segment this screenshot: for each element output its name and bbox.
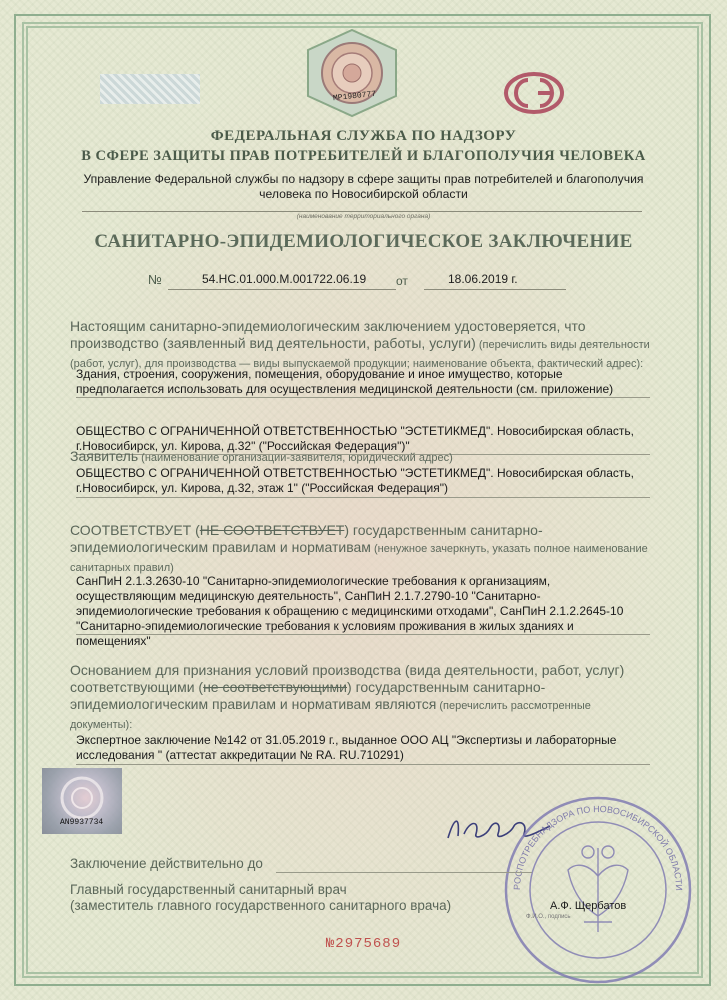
section-production — [70, 318, 656, 373]
signer-caption: Ф.И.О., подпись — [526, 914, 571, 920]
territorial-caption: (наименование территориального органа) — [296, 213, 431, 220]
basis-hint: (перечислить рассмотренные документы): — [70, 700, 591, 731]
territorial-body — [80, 172, 647, 202]
rule — [76, 397, 650, 398]
document-title: САНИТАРНО-ЭПИДЕМИОЛОГИЧЕСКОЕ ЗАКЛЮЧЕНИЕ — [94, 231, 633, 252]
agency-name-line2: В СФЕРЕ ЗАЩИТЫ ПРАВ ПОТРЕБИТЕЛЕЙ И БЛАГОПОЛУЧИЯ ЧЕЛОВЕКА — [81, 148, 646, 164]
valid-until-underline — [276, 872, 532, 873]
applicant-label: Заявитель — [70, 448, 139, 464]
conformity-word: СООТВЕТСТВУЕТ — [70, 522, 192, 538]
stamp-ring-text: РОСПОТРЕБНАДЗОРА ПО НОВОСИБИРСКОЙ ОБЛАСТИ — [511, 803, 685, 891]
basis-lead: Основанием для признания условий производства (вида деятельности, работ, услуг) соответствующими ( — [70, 662, 625, 695]
certificate-number: 54.НС.01.000.М.001722.06.19 — [202, 272, 367, 286]
applicant-hint: (наименование организации-заявителя, юридический адрес) — [138, 452, 453, 464]
basis-struck: не соответствующими — [203, 679, 348, 695]
signer-name: А.Ф. Щербатов — [550, 900, 627, 912]
territorial-line1: Управление Федеральной службы по надзору в сфере защиты прав потребителей и благополучия — [83, 172, 644, 186]
hologram-strip — [100, 74, 200, 104]
emblem-rosette-icon — [296, 28, 408, 118]
conformity-rest: ) государственным санитарно-эпидемиологическим правилам и нормативам — [70, 522, 543, 555]
conformity-hint: (ненужное зачеркнуть, указать полное наименование санитарных правил) — [70, 543, 648, 574]
chief-doctor-line2: (заместитель главного государственного санитарного врача) — [70, 898, 452, 913]
valid-until-label: Заключение действительно до — [70, 856, 263, 871]
emblem-number: MP1980777 — [332, 89, 377, 104]
conformity-fill: СанПиН 2.1.3.2630-10 "Санитарно-эпидемиологические требования к организациям, осуществляющим медицинскую деятельность", СанПиН 2.1.7.2790-10 "Санитарно-эпидемиологические требования к обращению с медицинскими отходами", СанПиН 2.1.2.2645-10 "Санитарно-эпидемиологические требования к условиям проживания в жилых зданиях и помещениях" — [76, 574, 624, 648]
basis-rest: ) государственным санитарно-эпидемиологическим правилам и нормативам являются — [70, 679, 546, 712]
section-applicant — [70, 448, 656, 467]
production-lead: Настоящим санитарно-эпидемиологическим заключением удостоверяется, что производство (заявленный вид деятельности, работы, услуги) — [70, 318, 586, 351]
conformity-paren: ( — [191, 522, 200, 538]
rule — [76, 634, 650, 635]
hologram-number: AN9937734 — [60, 818, 104, 827]
agency-name-line1: ФЕДЕРАЛЬНАЯ СЛУЖБА ПО НАДЗОРУ — [210, 128, 517, 144]
section-conformity — [70, 522, 656, 577]
rule — [76, 764, 650, 765]
conformity-struck: НЕ СООТВЕТСТВУЕТ — [199, 522, 345, 538]
territorial-underline — [82, 211, 642, 212]
number-sign: № — [148, 272, 162, 287]
applicant-fill: ОБЩЕСТВО С ОГРАНИЧЕННОЙ ОТВЕТСТВЕННОСТЬЮ "ЭСТЕТИКМЕД". Новосибирская область, г.Новосибирск, ул. Кирова, д.32, этаж 1" ("Российская Федерация") — [76, 466, 634, 495]
official-stamp — [498, 790, 698, 990]
territorial-line2: человека по Новосибирской области — [259, 187, 468, 201]
number-underline — [168, 289, 396, 290]
certificate-date: 18.06.2019 г. — [448, 272, 518, 286]
section-basis — [70, 662, 656, 734]
date-from-label: от — [396, 274, 408, 288]
production-fill-objects: Здания, строения, сооружения, помещения, оборудование и иное имущество, которые предполагается использовать для осуществления медицинской деятельности (см. приложение) — [76, 367, 614, 396]
production-hint: (перечислить виды деятельности (работ, услуг), для производства — виды выпускаемой продукции; наименование объекта, фактический адрес): — [70, 339, 650, 370]
se-mark-icon — [502, 70, 566, 116]
basis-fill: Экспертное заключение №142 от 31.05.2019 г., выданное ООО АЦ "Экспертизы и лабораторные исследования " (аттестат аккредитации № RA. RU.710291) — [76, 733, 617, 762]
rule — [76, 497, 650, 498]
date-underline — [424, 289, 566, 290]
production-fill-organization: ОБЩЕСТВО С ОГРАНИЧЕННОЙ ОТВЕТСТВЕННОСТЬЮ "ЭСТЕТИКМЕД". Новосибирская область, г.Новосибирск, ул. Кирова, д.32" ("Российская Федерация")" — [76, 424, 634, 453]
chief-doctor-line1: Главный государственный санитарный врач — [70, 882, 347, 897]
serial-number: №2975689 — [325, 936, 402, 952]
